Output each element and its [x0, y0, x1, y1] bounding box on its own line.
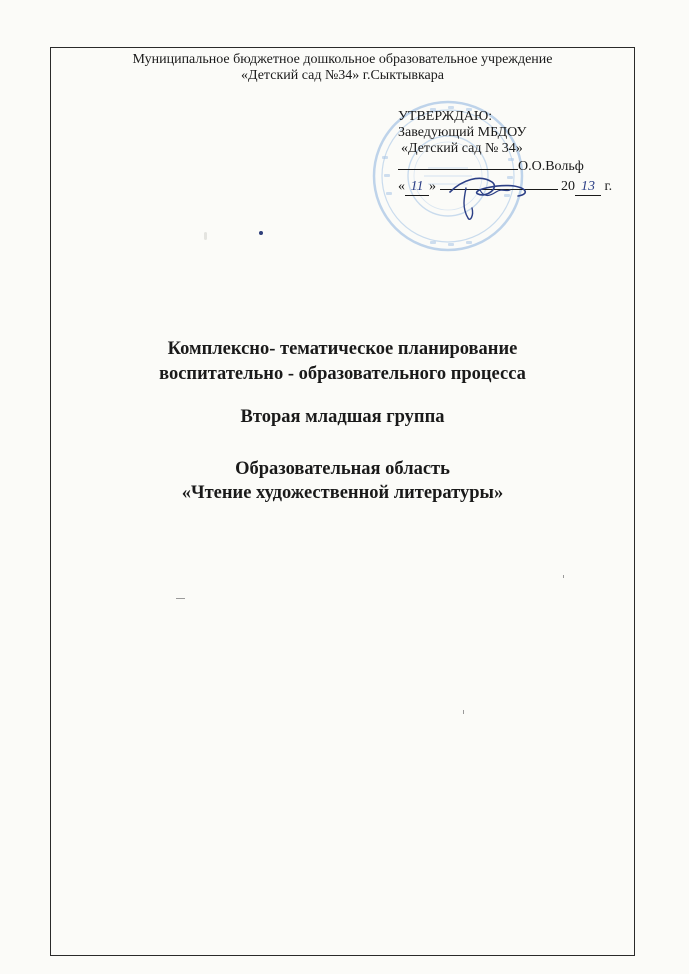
institution-header [50, 47, 635, 84]
handwritten-signature [410, 168, 550, 228]
date-suffix: г. [604, 179, 613, 194]
date-day: 11 [405, 179, 429, 196]
scan-mark [563, 575, 564, 578]
document-title-line-2: воспитательно - образовательного процесса [159, 364, 526, 384]
scan-speck [204, 232, 207, 240]
scan-mark [463, 710, 464, 714]
date-year-prefix: 20 [561, 179, 575, 194]
document-title-line-1: Комплексно- тематическое планирование [167, 339, 518, 359]
approve-heading: УТВЕРЖДАЮ: [398, 109, 493, 124]
approver-position: Заведующий МБДОУ [398, 125, 527, 140]
educational-area-name: «Чтение художественной литературы» [181, 483, 504, 503]
institution-name: Муниципальное бюджетное дошкольное образовательное учреждение [132, 52, 553, 67]
approver-name: О.О.Вольф [518, 159, 584, 174]
approver-organization: «Детский сад № 34» [401, 141, 523, 156]
ink-speck [259, 231, 263, 235]
approval-date: « 11 » 20 13 г. [398, 179, 613, 194]
educational-area-label: Образовательная область [235, 459, 450, 479]
group-name: Вторая младшая группа [240, 407, 445, 427]
scan-mark [176, 598, 185, 599]
institution-city: «Детский сад №34» г.Сыктывкара [241, 68, 444, 83]
date-year: 13 [575, 179, 601, 196]
